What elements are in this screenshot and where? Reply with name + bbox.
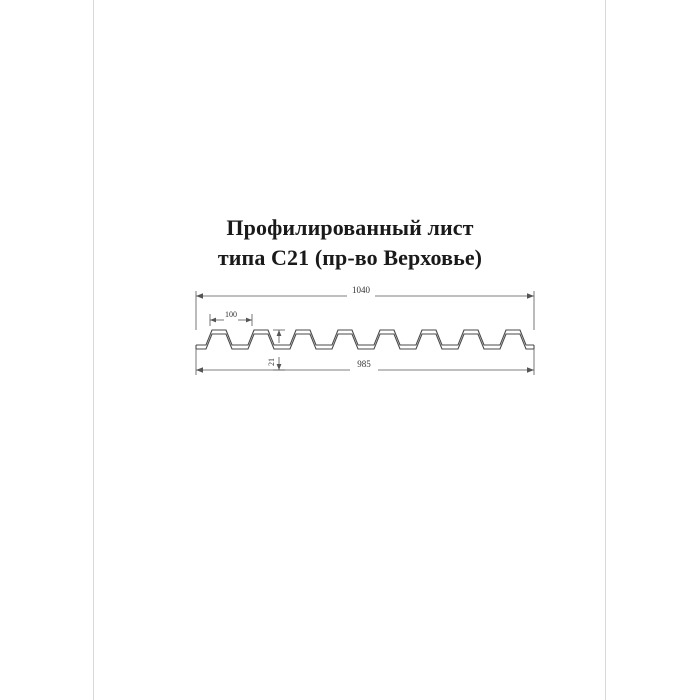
dimension-overall-width [196,285,534,330]
sheet-profile-outline [196,330,534,349]
dimension-wave-pitch-label: 100 [225,310,237,319]
dimension-profile-height [267,330,285,370]
page-title-line-1: Профилированный лист [226,215,474,240]
page-title-line-2: типа С21 (пр-во Верховье) [217,245,483,270]
dimension-working-width [196,349,534,375]
dimension-profile-height-label: 21 [267,358,276,366]
dimension-working-width-label: 985 [357,359,371,369]
dimension-overall-width-label: 1040 [352,285,370,295]
dimension-wave-pitch [210,310,252,326]
